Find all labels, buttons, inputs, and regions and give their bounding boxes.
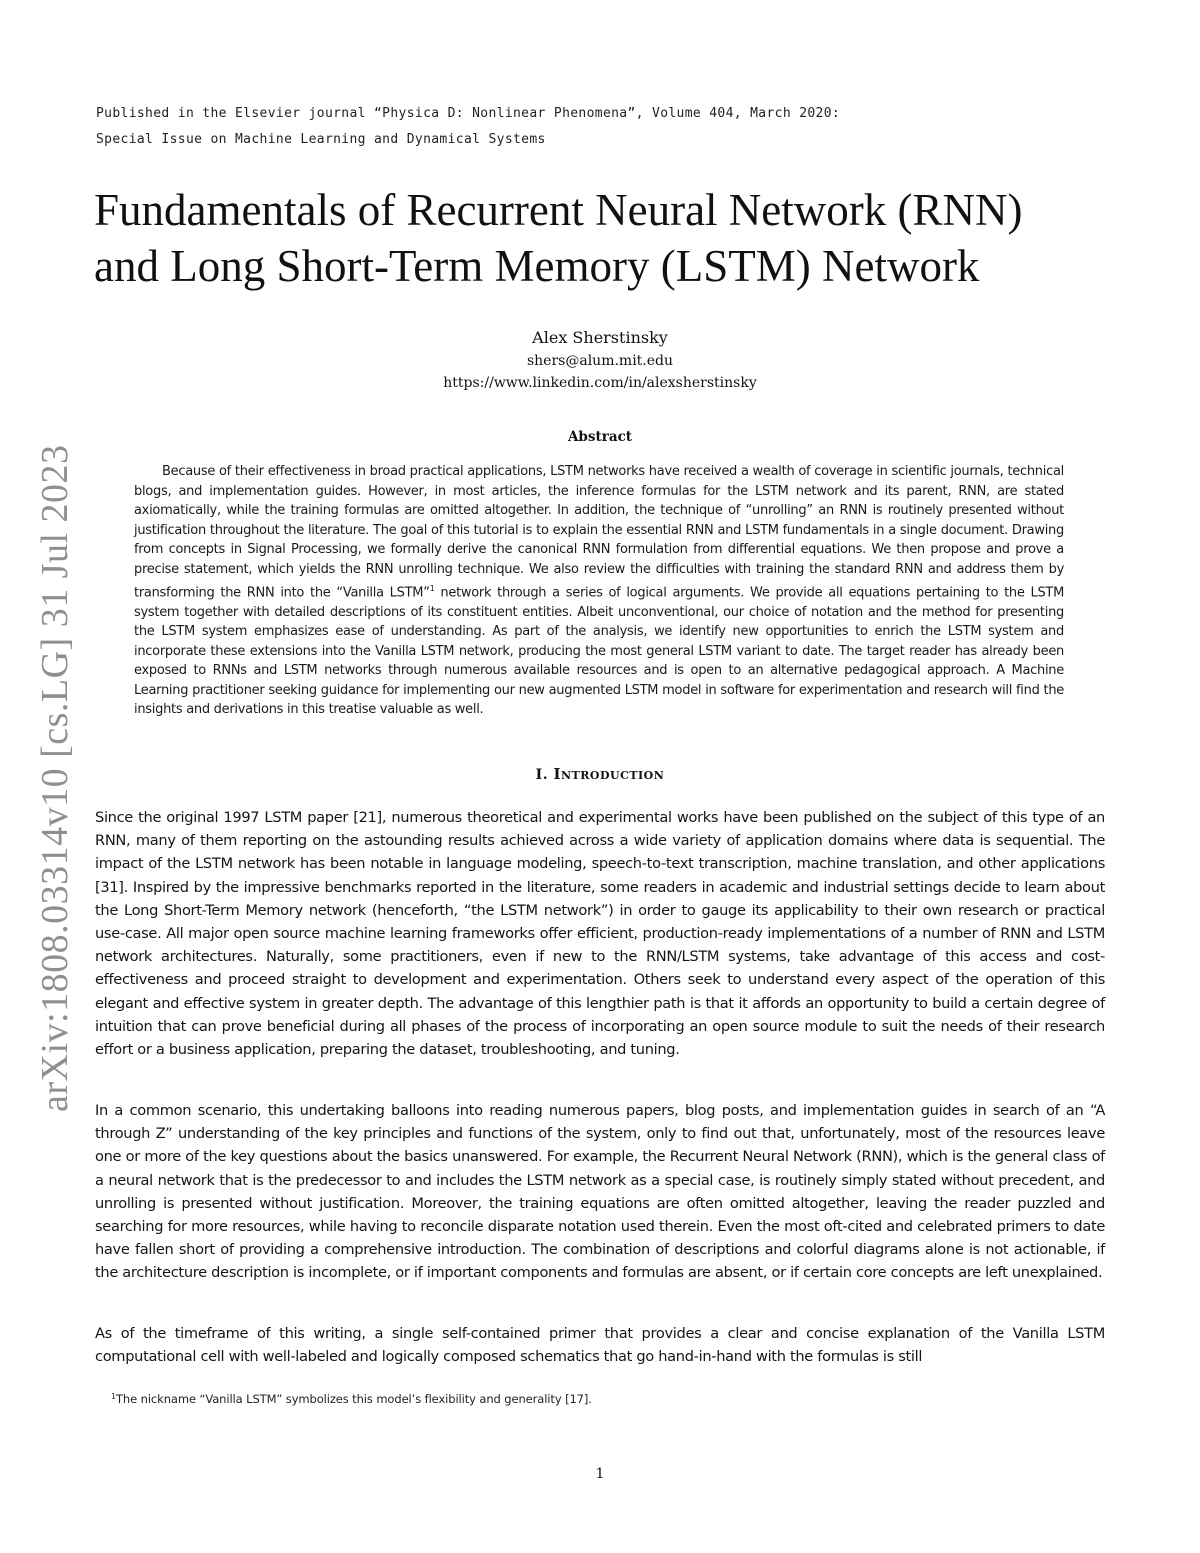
footnote-text: The nickname “Vanilla LSTM” symbolizes this model’s flexibility and generality [17].	[116, 1392, 592, 1406]
paper-title-line-1: Fundamentals of Recurrent Neural Network (RNN)	[94, 185, 1023, 235]
author-name: Alex Sherstinsky	[532, 328, 668, 347]
arxiv-stamp-text: arXiv:1808.03314v10 [cs.LG] 31 Jul 2023	[34, 444, 76, 1112]
abstract-text-part-2: network through a series of logical arguments. We provide all equations pertaining to the LSTM system together with detailed descriptions of its constituent entities. Albeit unconventional, our choice of notation and the method for presenting the LSTM system emphasizes ease of understanding. As part of the analysis, we identify new opportunities to enrich the LSTM system and incorporate these extensions into the Vanilla LSTM network, producing the most general LSTM variant to date. The target reader has already been exposed to RNNs and LSTM networks through numerous available resources and is open to an alternative pedagogical approach. A Machine Learning practitioner seeking guidance for implementing our new augmented LSTM model in software for experimentation and research will find the insights and derivations in this treatise valuable as well.	[134, 585, 1065, 718]
footnote	[111, 1389, 592, 1407]
intro-paragraph-1: Since the original 1997 LSTM paper [21], numerous theoretical and experimental works have been published on the subject of this type of an RNN, many of them reporting on the astounding results achieved across a wide variety of application domains where data is sequential. The impact of the LSTM network has been notable in language modeling, speech-to-text transcription, machine translation, and other applications [31]. Inspired by the impressive benchmarks reported in the literature, some readers in academic and industrial settings decide to learn about the Long Short-Term Memory network (henceforth, “the LSTM network”) in order to gauge its applicability to their own research or practical use-case. All major open source machine learning frameworks offer efficient, production-ready implementations of a number of RNN and LSTM network architectures. Naturally, some practitioners, even if new to the RNN/LSTM systems, take advantage of this access and cost-effectiveness and proceed straight to development and experimentation. Others seek to understand every aspect of the operation of this elegant and effective system in greater depth. The advantage of this lengthier path is that it affords an opportunity to build a certain degree of intuition that can prove beneficial during all phases of the process of incorporating an open source module to suit the needs of their research effort or a business application, preparing the dataset, troubleshooting, and tuning.	[95, 809, 1105, 1059]
intro-paragraph-2: In a common scenario, this undertaking balloons into reading numerous papers, blog posts, and implementation guides in search of an “A through Z” understanding of the key principles and functions of the system, only to find out that, unfortunately, most of the resources leave one or more of the key questions about the basics unanswered. For example, the Recurrent Neural Network (RNN), which is the general class of a neural network that is the predecessor to and includes the LSTM network as a special case, is routinely simply stated without precedent, and unrolling is presented without justification. Moreover, the training equations are often omitted altogether, leaving the reader puzzled and searching for more resources, while having to reconcile disparate notation used therein. Even the most oft-cited and celebrated primers to date have fallen short of providing a comprehensive introduction. The combination of descriptions and colorful diagrams alone is not actionable, if the architecture description is incomplete, or if important components and formulas are absent, or if certain core concepts are left unexplained.	[95, 1102, 1105, 1282]
paper-title-line-2: and Long Short-Term Memory (LSTM) Network	[94, 241, 980, 291]
publication-note-line-1: Published in the Elsevier journal “Physica D: Nonlinear Phenomena”, Volume 404, March 2020:	[96, 106, 841, 121]
intro-paragraph-3: As of the timeframe of this writing, a single self-contained primer that provides a clear and concise explanation of the Vanilla LSTM computational cell with well-labeled and logically composed schematics that go hand-in-hand with the formulas is still	[95, 1325, 1105, 1366]
author-url[interactable]: https://www.linkedin.com/in/alexsherstinsky	[443, 375, 757, 391]
publication-note-line-2: Special Issue on Machine Learning and Dynamical Systems	[96, 132, 546, 147]
author-email[interactable]: shers@alum.mit.edu	[526, 353, 674, 369]
section-heading-introduction	[0, 765, 1200, 783]
section-title: Introduction	[553, 765, 665, 783]
abstract-text-part-1: Because of their effectiveness in broad practical applications, LSTM networks have received a wealth of coverage in scientific journals, technical blogs, and implementation guides. However, in most articles, the inference formulas for the LSTM network and its parent, RNN, are stated axiomatically, while the training formulas are omitted altogether. In addition, the technique of “unrolling” an RNN is routinely presented without justification throughout the literature. The goal of this tutorial is to explain the essential RNN and LSTM fundamentals in a single document. Drawing from concepts in Signal Processing, we formally derive the canonical RNN formulation from differential equations. We then propose and prove a precise statement, which yields the RNN unrolling technique. We also review the difficulties with training the standard RNN and address them by transforming the RNN into the “Vanilla LSTM”	[134, 464, 1064, 601]
section-number: I.	[535, 767, 549, 783]
paper-title	[94, 182, 1109, 294]
author-block	[0, 326, 1200, 394]
page-number: 1	[595, 1466, 605, 1482]
publication-note	[96, 101, 1106, 153]
abstract-heading: Abstract	[567, 429, 633, 445]
footnote-mark: 1	[111, 1392, 116, 1401]
abstract-text	[134, 462, 1064, 720]
abstract-footnote-mark[interactable]: 1	[429, 584, 435, 593]
